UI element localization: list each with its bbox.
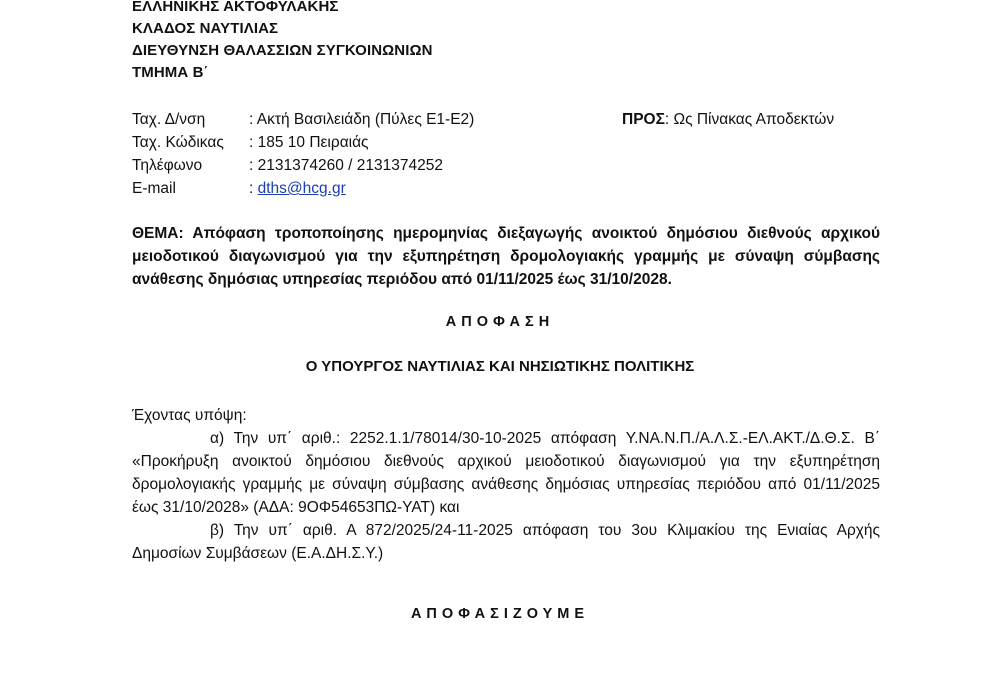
phone-label: Τηλέφωνο [132,157,203,174]
contact-address-row [132,108,474,131]
contact-email-row [132,177,474,200]
contact-postal-row [132,131,474,154]
contact-block [132,108,474,200]
recipient-label: ΠΡΟΣ [622,111,665,128]
phone-value: : 2131374260 / 2131374252 [249,157,443,174]
minister-title: Ο ΥΠΟΥΡΓΟΣ ΝΑΥΤΙΛΙΑΣ ΚΑΙ ΝΗΣΙΩΤΙΚΗΣ ΠΟΛΙΤΙΚΗΣ [305,358,695,375]
header-agency: ΕΛΛΗΝΙΚΗΣ ΑΚΤΟΦΥΛΑΚΗΣ [132,0,339,15]
address-label: Ταχ. Δ/νση [132,111,206,128]
email-prefix: : [249,180,258,197]
header-department: ΤΜΗΜΑ Β΄ [132,64,209,81]
header-branch: ΚΛΑΔΟΣ ΝΑΥΤΙΛΙΑΣ [132,20,279,37]
considering-item-a: α) Την υπ΄ αριθ.: 2252.1.1/78014/30-10-2025 απόφαση Υ.ΝΑ.Ν.Π./Α.Λ.Σ.-ΕΛ.ΑΚΤ./Δ.Θ.Σ. Β΄ «Προκήρυξη ανοικτού δημόσιου διεθνούς αρχικού μειοδοτικού διαγωνισμού για την εξυπηρέτηση δρομολογιακής γραμμής με σύναψη σύμβασης ανάθεσης δημόσιας υπηρεσίας περιόδου από 01/11/2025 έως 31/10/2028» (ΑΔΑ: 9ΟΦ54653ΠΩ-ΥΑΤ) και [132,430,880,516]
considering-intro: Έχοντας υπόψη: [132,407,247,424]
recipient-value: : Ως Πίνακας Αποδεκτών [664,111,835,128]
email-label: E-mail [132,180,176,197]
contact-phone-row [132,154,474,177]
considering-item-b: β) Την υπ΄ αριθ. Α 872/2025/24-11-2025 απόφαση του 3ου Κλιμακίου της Ενιαίας Αρχής Δημοσίων Συμβάσεων (Ε.Α.ΔΗ.Σ.Υ.) [132,522,880,562]
decision-title: ΑΠΟΦΑΣΗ [445,314,555,330]
recipient-block [622,108,834,131]
postal-code-value: : 185 10 Πειραιάς [249,134,369,151]
decide-title: ΑΠΟΦΑΣΙΖΟΥΜΕ [410,606,590,622]
header-directorate: ΔΙΕΥΘΥΝΣΗ ΘΑΛΑΣΣΙΩΝ ΣΥΓΚΟΙΝΩΝΙΩΝ [132,42,433,59]
email-link[interactable]: dths@hcg.gr [257,180,346,197]
postal-code-label: Ταχ. Κώδικας [132,134,224,151]
subject-paragraph: ΘΕΜΑ: Απόφαση τροποποίησης ημερομηνίας διεξαγωγής ανοικτού δημόσιου διεθνούς αρχικού μειοδοτικού διαγωνισμού για την εξυπηρέτηση δρομολογιακής γραμμής με σύναψη σύμβασης ανάθεσης δημόσιας υπηρεσίας περιόδου από 01/11/2025 έως 31/10/2028. [132,225,880,288]
considering-section [132,404,880,565]
address-value: : Ακτή Βασιλειάδη (Πύλες Ε1-Ε2) [249,111,475,128]
